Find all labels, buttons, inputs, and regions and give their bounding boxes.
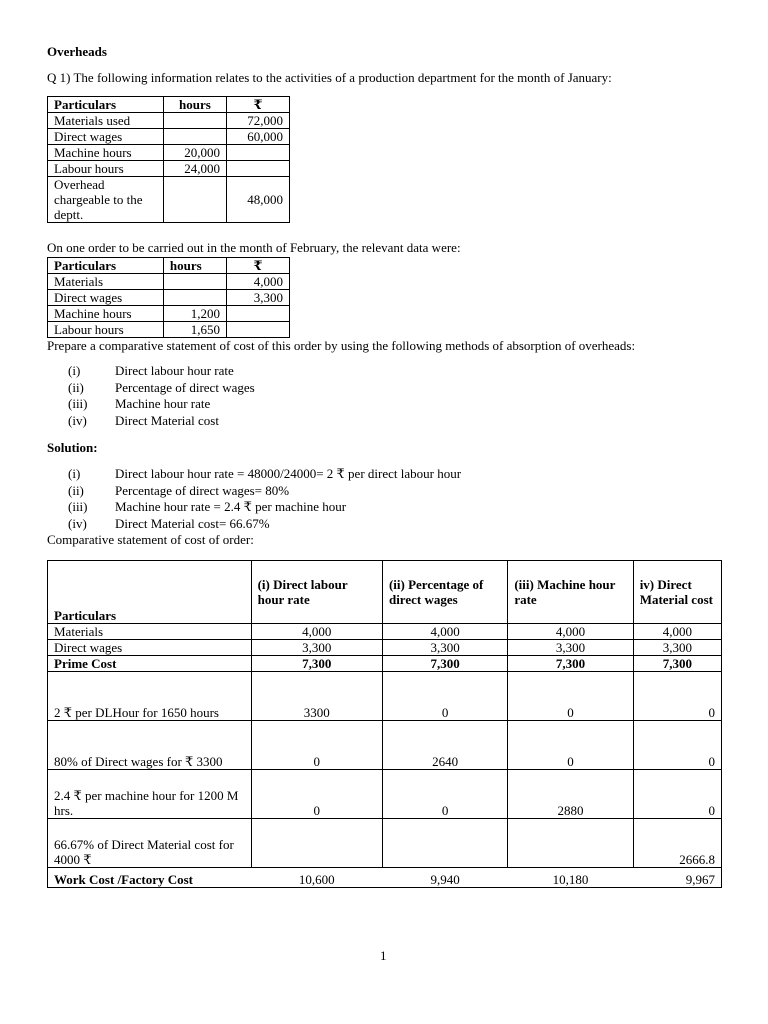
cell	[226, 322, 289, 338]
cell: 4,000	[508, 624, 633, 640]
table-row	[48, 113, 290, 129]
cell: 0	[382, 672, 507, 721]
table-row	[48, 819, 722, 868]
table-header-row	[48, 97, 290, 113]
january-data-table	[47, 96, 290, 223]
cell: Materials	[48, 624, 252, 640]
cell	[163, 274, 226, 290]
cell: Work Cost /Factory Cost	[48, 868, 252, 888]
cell: 0	[382, 770, 507, 819]
cell	[163, 113, 226, 129]
cell: 10,180	[508, 868, 633, 888]
cell: 9,940	[382, 868, 507, 888]
cell: 0	[633, 721, 721, 770]
list-number: (iv)	[68, 515, 87, 531]
solution-label: Solution:	[47, 440, 98, 455]
cell: Machine hours	[48, 145, 164, 161]
list-item	[68, 363, 255, 380]
table-row	[48, 322, 290, 338]
header-particulars: Particulars	[48, 561, 252, 624]
cell: 2640	[382, 721, 507, 770]
header-hours: hours	[163, 97, 226, 113]
cell: 0	[251, 770, 382, 819]
cell: 2666.8	[633, 819, 721, 868]
cell: 3,300	[508, 640, 633, 656]
header-particulars: Particulars	[48, 258, 164, 274]
cell: 72,000	[226, 113, 289, 129]
header-particulars: Particulars	[48, 97, 164, 113]
cell: 4,000	[251, 624, 382, 640]
february-intro: On one order to be carried out in the month of February, the relevant data were:	[47, 240, 461, 255]
cell: 60,000	[226, 129, 289, 145]
february-data-table	[47, 257, 290, 338]
cell: Materials	[48, 274, 164, 290]
cell	[382, 819, 507, 868]
cell: 2.4 ₹ per machine hour for 1200 M hrs.	[48, 770, 252, 819]
list-item	[68, 380, 255, 397]
cell: Labour hours	[48, 161, 164, 177]
table-row	[48, 624, 722, 640]
list-item	[68, 413, 255, 430]
cell: 9,967	[633, 868, 721, 888]
table-row	[48, 640, 722, 656]
cell: 2 ₹ per DLHour for 1650 hours	[48, 672, 252, 721]
header-rupee: ₹	[226, 258, 289, 274]
cell: 4,000	[382, 624, 507, 640]
cell: 0	[633, 770, 721, 819]
list-text: Machine hour rate = 2.4 ₹ per machine hour	[115, 499, 347, 514]
cell: 10,600	[251, 868, 382, 888]
cell	[251, 819, 382, 868]
table-row	[48, 129, 290, 145]
table-row	[48, 721, 722, 770]
cell: 80% of Direct wages for ₹ 3300	[48, 721, 252, 770]
list-text: Direct labour hour rate = 48000/24000= 2 ₹ per direct labour hour	[115, 466, 462, 481]
header-percentage-wages: (ii) Percentage of direct wages	[382, 561, 507, 624]
cell	[226, 161, 289, 177]
list-number: (iii)	[68, 499, 88, 514]
list-text: Machine hour rate	[115, 396, 211, 411]
cell: 0	[251, 721, 382, 770]
cell: Direct wages	[48, 129, 164, 145]
cell: Overhead chargeable to the deptt.	[48, 177, 164, 223]
list-text: Percentage of direct wages= 80%	[115, 482, 290, 498]
question-text: Q 1) The following information relates to the activities of a production department for the month of January:	[47, 70, 612, 85]
cell	[163, 290, 226, 306]
list-item	[68, 396, 255, 413]
table-row	[48, 672, 722, 721]
cell: 3,300	[251, 640, 382, 656]
list-number: (ii)	[68, 379, 84, 395]
list-text: Direct Material cost= 66.67%	[115, 515, 270, 531]
table-row	[48, 274, 290, 290]
cell: 3,300	[226, 290, 289, 306]
list-text: Direct Material cost	[115, 412, 219, 428]
list-text: Percentage of direct wages	[115, 379, 255, 395]
cell: Machine hours	[48, 306, 164, 322]
cell: 20,000	[163, 145, 226, 161]
header-direct-material: iv) Direct Material cost	[633, 561, 721, 624]
cell: Prime Cost	[48, 656, 252, 672]
header-machine-hour: (iii) Machine hour rate	[508, 561, 633, 624]
methods-list	[68, 363, 255, 429]
cell: 48,000	[226, 177, 289, 223]
header-direct-labour: (i) Direct labour hour rate	[251, 561, 382, 624]
solutions-list	[68, 466, 461, 532]
cell: 7,300	[251, 656, 382, 672]
table-row	[48, 868, 722, 888]
table-row	[48, 770, 722, 819]
cell: 1,200	[163, 306, 226, 322]
cell	[163, 177, 226, 223]
list-text: Direct labour hour rate	[115, 363, 234, 378]
header-hours: hours	[163, 258, 226, 274]
table-row	[48, 290, 290, 306]
cell: 7,300	[508, 656, 633, 672]
cell: 4,000	[633, 624, 721, 640]
table-row	[48, 145, 290, 161]
list-number: (i)	[68, 363, 81, 378]
cell: 3,300	[382, 640, 507, 656]
table-row	[48, 161, 290, 177]
cell	[226, 145, 289, 161]
cell	[508, 819, 633, 868]
prepare-instruction: Prepare a comparative statement of cost of this order by using the following methods of absorption of overheads:	[47, 338, 636, 353]
cell: 3300	[251, 672, 382, 721]
cell: 7,300	[633, 656, 721, 672]
table-row	[48, 306, 290, 322]
cell	[163, 129, 226, 145]
cell: 0	[508, 672, 633, 721]
list-number: (iv)	[68, 412, 87, 428]
comparative-statement-table	[47, 560, 722, 888]
page-heading: Overheads	[47, 44, 107, 59]
cell: Labour hours	[48, 322, 164, 338]
cell: 3,300	[633, 640, 721, 656]
cell: 4,000	[226, 274, 289, 290]
table-row	[48, 177, 290, 223]
list-number: (i)	[68, 466, 81, 481]
header-rupee: ₹	[226, 97, 289, 113]
list-item	[68, 483, 461, 500]
cell: 0	[508, 721, 633, 770]
cell: Direct wages	[48, 290, 164, 306]
cell: 2880	[508, 770, 633, 819]
cell: 7,300	[382, 656, 507, 672]
cell	[226, 306, 289, 322]
cell: 24,000	[163, 161, 226, 177]
list-item	[68, 499, 461, 516]
cell: Direct wages	[48, 640, 252, 656]
list-item	[68, 516, 461, 533]
cell: 1,650	[163, 322, 226, 338]
cell: 0	[633, 672, 721, 721]
table-row	[48, 656, 722, 672]
list-number: (iii)	[68, 396, 88, 411]
list-number: (ii)	[68, 482, 84, 498]
table-header-row	[48, 258, 290, 274]
table-header-row	[48, 561, 722, 624]
cell: 66.67% of Direct Material cost for 4000 ₹	[48, 819, 252, 868]
comparative-label: Comparative statement of cost of order:	[47, 532, 254, 547]
cell: Materials used	[48, 113, 164, 129]
list-item	[68, 466, 461, 483]
page-number: 1	[380, 948, 387, 963]
